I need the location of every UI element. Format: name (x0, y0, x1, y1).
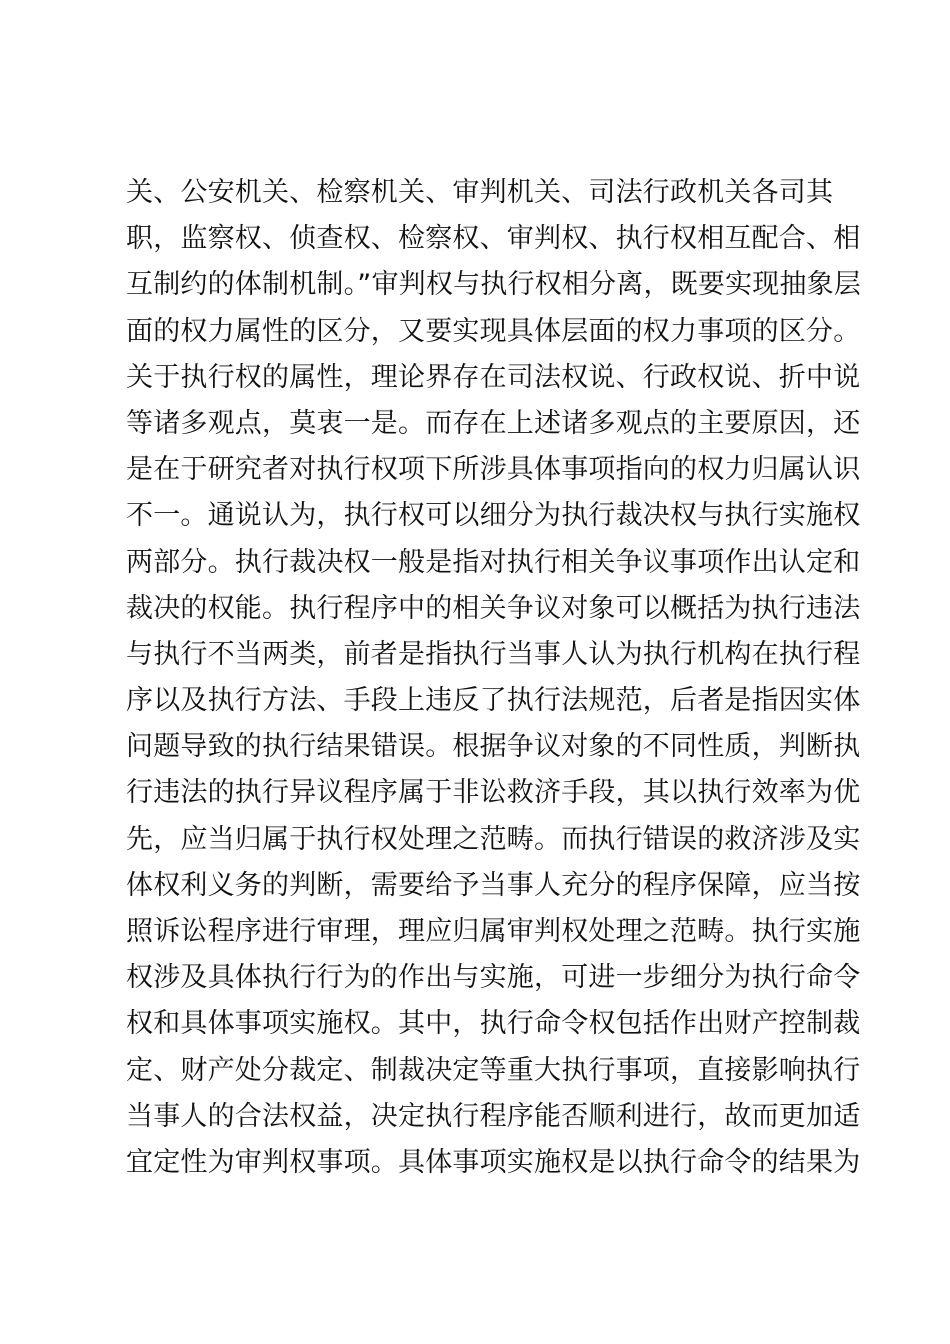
text-line: 权涉及具体执行行为的作出与实施，可进一步细分为执行命令 (126, 962, 861, 994)
text-line: 两部分。执行裁决权一般是指对执行相关争议事项作出认定和 (126, 546, 861, 578)
text-line: 不一。通说认为，执行权可以细分为执行裁决权与执行实施权 (126, 500, 861, 532)
text-line: 面的权力属性的区分，又要实现具体层面的权力事项的区分。 (126, 315, 861, 347)
text-line: 关于执行权的属性，理论界存在司法权说、行政权说、折中说 (126, 361, 861, 393)
text-line: 问题导致的执行结果错误。根据争议对象的不同性质，判断执 (126, 731, 861, 763)
text-line: 与执行不当两类，前者是指执行当事人认为执行机构在执行程 (126, 638, 861, 670)
text-line: 裁决的权能。执行程序中的相关争议对象可以概括为执行违法 (126, 592, 861, 624)
text-line: 当事人的合法权益，决定执行程序能否顺利进行，故而更加适 (126, 1100, 861, 1132)
text-line: 照诉讼程序进行审理，理应归属审判权处理之范畴。执行实施 (126, 916, 861, 947)
body-text (126, 170, 862, 1186)
text-line: 行违法的执行异议程序属于非讼救济手段，其以执行效率为优 (126, 777, 861, 809)
text-line: 等诸多观点，莫衷一是。而存在上述诸多观点的主要原因，还 (126, 407, 861, 439)
text-line: 权和具体事项实施权。其中，执行命令权包括作出财产控制裁 (126, 1008, 861, 1040)
text-line: 先，应当归属于执行权处理之范畴。而执行错误的救济涉及实 (126, 823, 861, 855)
text-line: 互制约的体制机制。”审判权与执行权相分离，既要实现抽象层 (126, 269, 862, 301)
text-line: 关、公安机关、检察机关、审判机关、司法行政机关各司其 (126, 177, 834, 208)
text-line: 是在于研究者对执行权项下所涉具体事项指向的权力归属认识 (126, 454, 861, 486)
text-line: 宜定性为审判权事项。具体事项实施权是以执行命令的结果为 (126, 1146, 861, 1178)
text-line: 序以及执行方法、手段上违反了执行法规范，后者是指因实体 (126, 685, 861, 717)
text-line: 定、财产处分裁定、制裁决定等重大执行事项，直接影响执行 (126, 1054, 861, 1086)
text-line: 职，监察权、侦查权、检察权、审判权、执行权相互配合、相 (126, 223, 861, 255)
text-line: 体权利义务的判断，需要给予当事人充分的程序保障，应当按 (126, 869, 861, 901)
